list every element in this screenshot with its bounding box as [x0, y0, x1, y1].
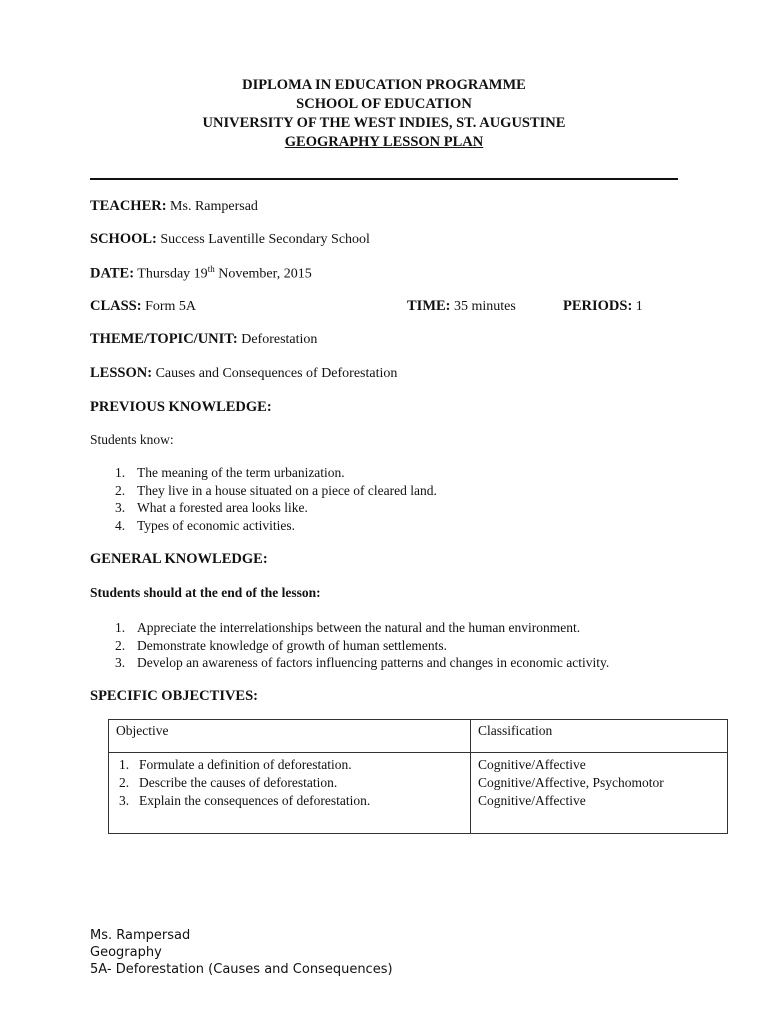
- date-value-post: November, 2015: [214, 266, 312, 282]
- theme-value: Deforestation: [241, 332, 318, 347]
- previous-knowledge-heading: PREVIOUS KNOWLEDGE:: [90, 399, 272, 415]
- header-line-2: SCHOOL OF EDUCATION: [296, 96, 472, 112]
- list-text: Appreciate the interrelationships between the natural and the human environment.: [137, 620, 581, 635]
- page-footer: [90, 927, 393, 978]
- teacher-label: TEACHER:: [90, 198, 167, 214]
- header-rule: [90, 178, 678, 180]
- list-item: [115, 482, 437, 500]
- list-text: What a forested area looks like.: [137, 500, 308, 515]
- list-text: They live in a house situated on a piece of cleared land.: [137, 482, 437, 498]
- list-item: [119, 756, 463, 774]
- time-label: TIME:: [407, 298, 451, 314]
- list-number: 2.: [115, 637, 126, 653]
- list-text: Types of economic activities.: [137, 517, 296, 533]
- footer-line-2: Geography: [90, 945, 162, 960]
- list-item: [115, 654, 609, 672]
- objective-text: Formulate a definition of deforestation.: [139, 757, 352, 772]
- periods-field: [563, 298, 643, 315]
- school-field: [90, 231, 370, 248]
- date-field: [90, 264, 312, 283]
- list-text: The meaning of the term urbanization.: [137, 465, 345, 480]
- list-number: 3.: [119, 793, 130, 808]
- footer-line-1: Ms. Rampersad: [90, 928, 191, 943]
- table-row: [109, 753, 728, 834]
- specific-objectives-heading: SPECIFIC OBJECTIVES:: [90, 688, 258, 704]
- time-value: 35 minutes: [454, 299, 516, 314]
- school-value: Success Laventille Secondary School: [160, 232, 370, 247]
- class-field: [90, 298, 196, 315]
- objective-list: [119, 756, 463, 810]
- list-number: 3.: [115, 655, 126, 670]
- list-item: [119, 774, 463, 792]
- previous-knowledge-list: [115, 464, 437, 534]
- general-knowledge-heading: GENERAL KNOWLEDGE:: [90, 551, 268, 567]
- time-field: [407, 298, 516, 315]
- list-item: [115, 464, 437, 482]
- list-item: [115, 517, 437, 535]
- footer-line-3: 5A- Deforestation (Causes and Consequences): [90, 962, 393, 977]
- periods-value: 1: [635, 299, 643, 314]
- list-item: [115, 619, 609, 637]
- list-number: 1.: [115, 465, 126, 480]
- column-header-classification: Classification: [471, 720, 728, 753]
- lesson-label: LESSON:: [90, 365, 153, 381]
- table-header-row: [109, 720, 728, 753]
- list-number: 4.: [115, 517, 126, 533]
- classification-text: Cognitive/Affective: [478, 793, 586, 808]
- teacher-value: Ms. Rampersad: [170, 199, 258, 214]
- list-number: 2.: [119, 775, 130, 790]
- list-item: [119, 792, 463, 810]
- previous-knowledge-intro: Students know:: [90, 432, 174, 447]
- list-text: Develop an awareness of factors influencing patterns and changes in economic activity.: [137, 655, 610, 670]
- general-knowledge-intro: Students should at the end of the lesson:: [90, 585, 321, 600]
- objectives-table: [108, 719, 728, 834]
- objective-text: Explain the consequences of deforestation.: [139, 793, 371, 808]
- date-label: DATE:: [90, 265, 135, 282]
- list-number: 2.: [115, 482, 126, 498]
- theme-field: [90, 331, 317, 348]
- lesson-field: [90, 365, 397, 382]
- list-item: [115, 637, 609, 655]
- general-knowledge-list: [115, 619, 609, 672]
- date-value-pre: Thursday 19: [137, 266, 208, 282]
- classification-text: Cognitive/Affective: [478, 757, 586, 772]
- list-number: 3.: [115, 500, 126, 515]
- lesson-value: Causes and Consequences of Deforestation: [155, 366, 398, 381]
- objective-cell: [109, 753, 471, 834]
- periods-label: PERIODS:: [563, 298, 633, 314]
- column-header-objective: Objective: [109, 720, 471, 753]
- list-text: Demonstrate knowledge of growth of human settlements.: [137, 637, 448, 653]
- class-value: Form 5A: [145, 299, 197, 314]
- theme-label: THEME/TOPIC/UNIT:: [90, 331, 238, 347]
- header-line-3: UNIVERSITY OF THE WEST INDIES, ST. AUGUSTINE: [202, 115, 566, 131]
- list-item: [115, 499, 437, 517]
- teacher-field: [90, 198, 258, 215]
- header-line-4: GEOGRAPHY LESSON PLAN: [284, 134, 484, 150]
- list-number: 1.: [119, 757, 130, 772]
- classification-text: Cognitive/Affective, Psychomotor: [478, 775, 664, 790]
- school-label: SCHOOL:: [90, 231, 157, 247]
- list-number: 1.: [115, 620, 126, 635]
- header-line-1: DIPLOMA IN EDUCATION PROGRAMME: [242, 77, 526, 93]
- objective-text: Describe the causes of deforestation.: [139, 775, 338, 790]
- date-sup: th: [207, 264, 215, 274]
- class-label: CLASS:: [90, 298, 142, 314]
- classification-cell: [471, 753, 728, 834]
